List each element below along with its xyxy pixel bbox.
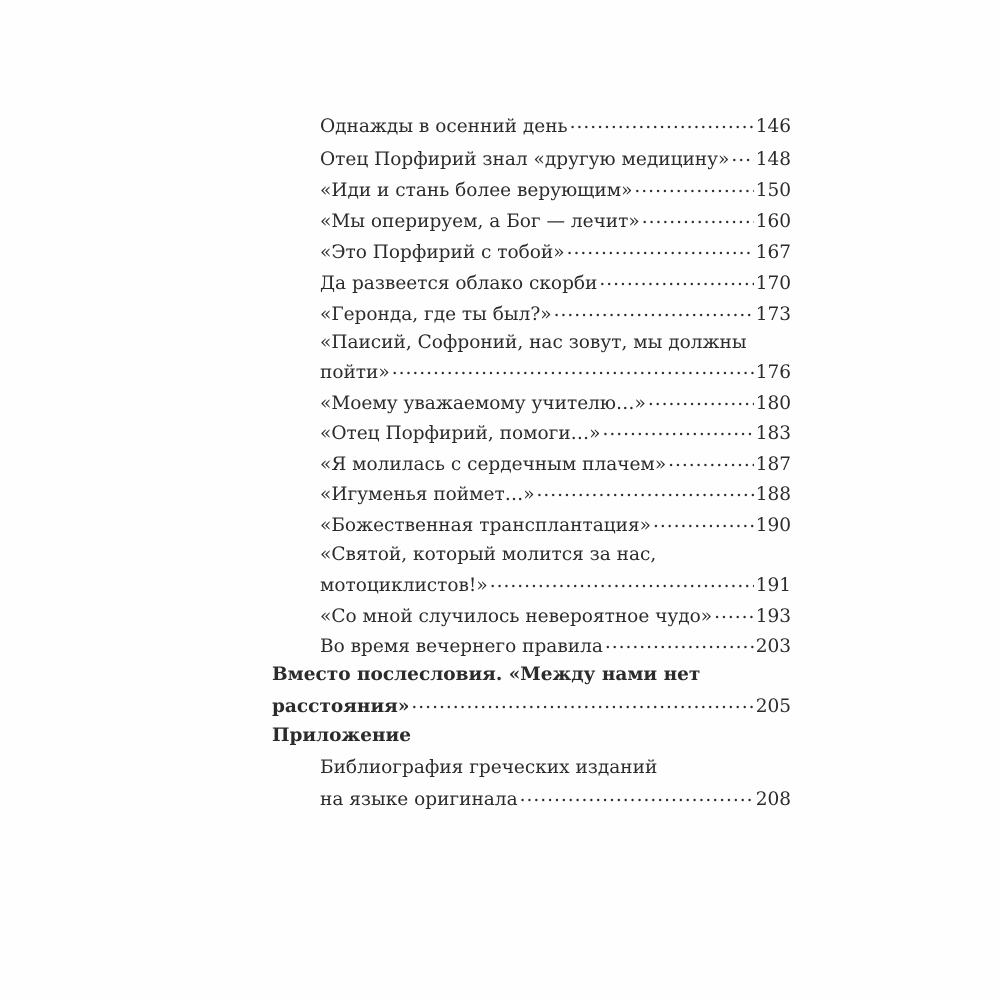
toc-entry (320, 113, 791, 139)
toc-entry-title: мотоциклистов!» (320, 574, 488, 596)
toc-entry-title: Библиография греческих изданий (320, 757, 658, 778)
toc-entry-page: 191 (755, 574, 791, 596)
toc-entry-continued (320, 543, 791, 567)
toc-entry (320, 420, 791, 446)
toc-entry-page: 190 (755, 514, 791, 536)
toc-entry (320, 512, 791, 538)
toc-leader-dots (554, 301, 754, 320)
toc-section-heading (272, 663, 791, 687)
toc-leader-dots (567, 239, 754, 258)
toc-entry-page: 193 (755, 605, 791, 627)
toc-entry (320, 301, 791, 327)
toc-leader-dots (714, 603, 754, 622)
toc-entry-title: Во время вечернего правила (320, 635, 603, 657)
toc-entry-title: Да развеется облако скорби (320, 272, 598, 294)
toc-entry-title: «Иди и стань более верующим» (320, 179, 633, 201)
toc-entry-page: 148 (755, 148, 791, 170)
toc-entry-title: «Моему уважаемому учителю…» (320, 392, 646, 414)
toc-leader-dots (599, 270, 753, 289)
toc-entry-page: 183 (755, 422, 791, 444)
toc-entry-page: 173 (755, 303, 791, 325)
toc-leader-dots (570, 113, 754, 132)
toc-leader-dots (602, 420, 753, 439)
toc-entry-title: «Божественная трансплантация» (320, 514, 651, 536)
toc-entry (320, 572, 791, 598)
toc-entry-title: Отец Порфирий знал «другую медицину» (320, 148, 730, 170)
toc-leader-dots (605, 633, 754, 652)
toc-leader-dots (392, 359, 754, 378)
toc-entry (320, 633, 791, 659)
toc-entry (320, 786, 791, 812)
toc-entry (320, 603, 791, 629)
toc-entry-page: 208 (755, 788, 791, 810)
toc-entry-page: 170 (755, 272, 791, 294)
toc-entry-title: на языке оригинала (320, 788, 518, 810)
toc-entry-title: Вместо послесловия. «Между нами нет (272, 664, 701, 685)
toc-entry-page: 205 (755, 695, 791, 717)
toc-entry-title: пойти» (320, 361, 390, 383)
toc-leader-dots (490, 572, 754, 591)
toc-entry-title: «Я молилась с сердечным плачем» (320, 453, 667, 475)
toc-entry-page: 150 (755, 179, 791, 201)
toc-entry-title: «Святой, который молится за нас, (320, 544, 657, 565)
toc-leader-dots (634, 177, 753, 196)
toc-entry (320, 451, 791, 477)
toc-entry (320, 270, 791, 296)
toc-entry-page: 188 (755, 483, 791, 505)
toc-leader-dots (668, 451, 754, 470)
toc-entry-title: «Геронда, где ты был?» (320, 303, 552, 325)
toc-entry-title: «Отец Порфирий, помоги…» (320, 422, 601, 444)
toc-leader-dots (648, 390, 754, 409)
toc-leader-dots (653, 512, 754, 531)
toc-leader-dots (537, 481, 754, 500)
toc-entry-page: 180 (755, 392, 791, 414)
toc-entry-title: «Это Порфирий с тобой» (320, 241, 565, 263)
toc-entry-page: 187 (755, 453, 791, 475)
toc-entry (320, 208, 791, 234)
toc-entry-page: 167 (755, 241, 791, 263)
toc-entry (320, 239, 791, 265)
toc-entry-title: Приложение (272, 725, 411, 746)
toc-entry (320, 390, 791, 416)
toc-entry (320, 481, 791, 507)
toc-entry-continued (320, 331, 791, 355)
toc-entry (320, 359, 791, 385)
toc-entry-title: «Со мной случилось невероятное чудо» (320, 605, 713, 627)
toc-section-heading (272, 724, 791, 748)
toc-entry-title: «Игуменья поймет…» (320, 483, 535, 505)
toc-leader-dots (411, 693, 753, 712)
toc-entry-title: расстояния» (272, 695, 410, 717)
toc-entry-page: 176 (755, 361, 791, 383)
toc-entry-title: «Паисий, Софроний, нас зовут, мы должны (320, 332, 747, 353)
toc-entry (320, 177, 791, 203)
toc-leader-dots (520, 786, 754, 805)
toc-entry-title: «Мы оперируем, а Бог — лечит» (320, 210, 640, 232)
toc-entry-page: 146 (755, 115, 791, 137)
toc-entry-continued (320, 756, 791, 780)
toc-entry-page: 160 (755, 210, 791, 232)
toc-leader-dots (642, 208, 754, 227)
toc-entry (320, 146, 791, 172)
toc-leader-dots (731, 146, 753, 165)
toc-entry-page: 203 (755, 635, 791, 657)
toc-entry-title: Однажды в осенний день (320, 115, 568, 137)
toc-section-entry (272, 693, 791, 719)
